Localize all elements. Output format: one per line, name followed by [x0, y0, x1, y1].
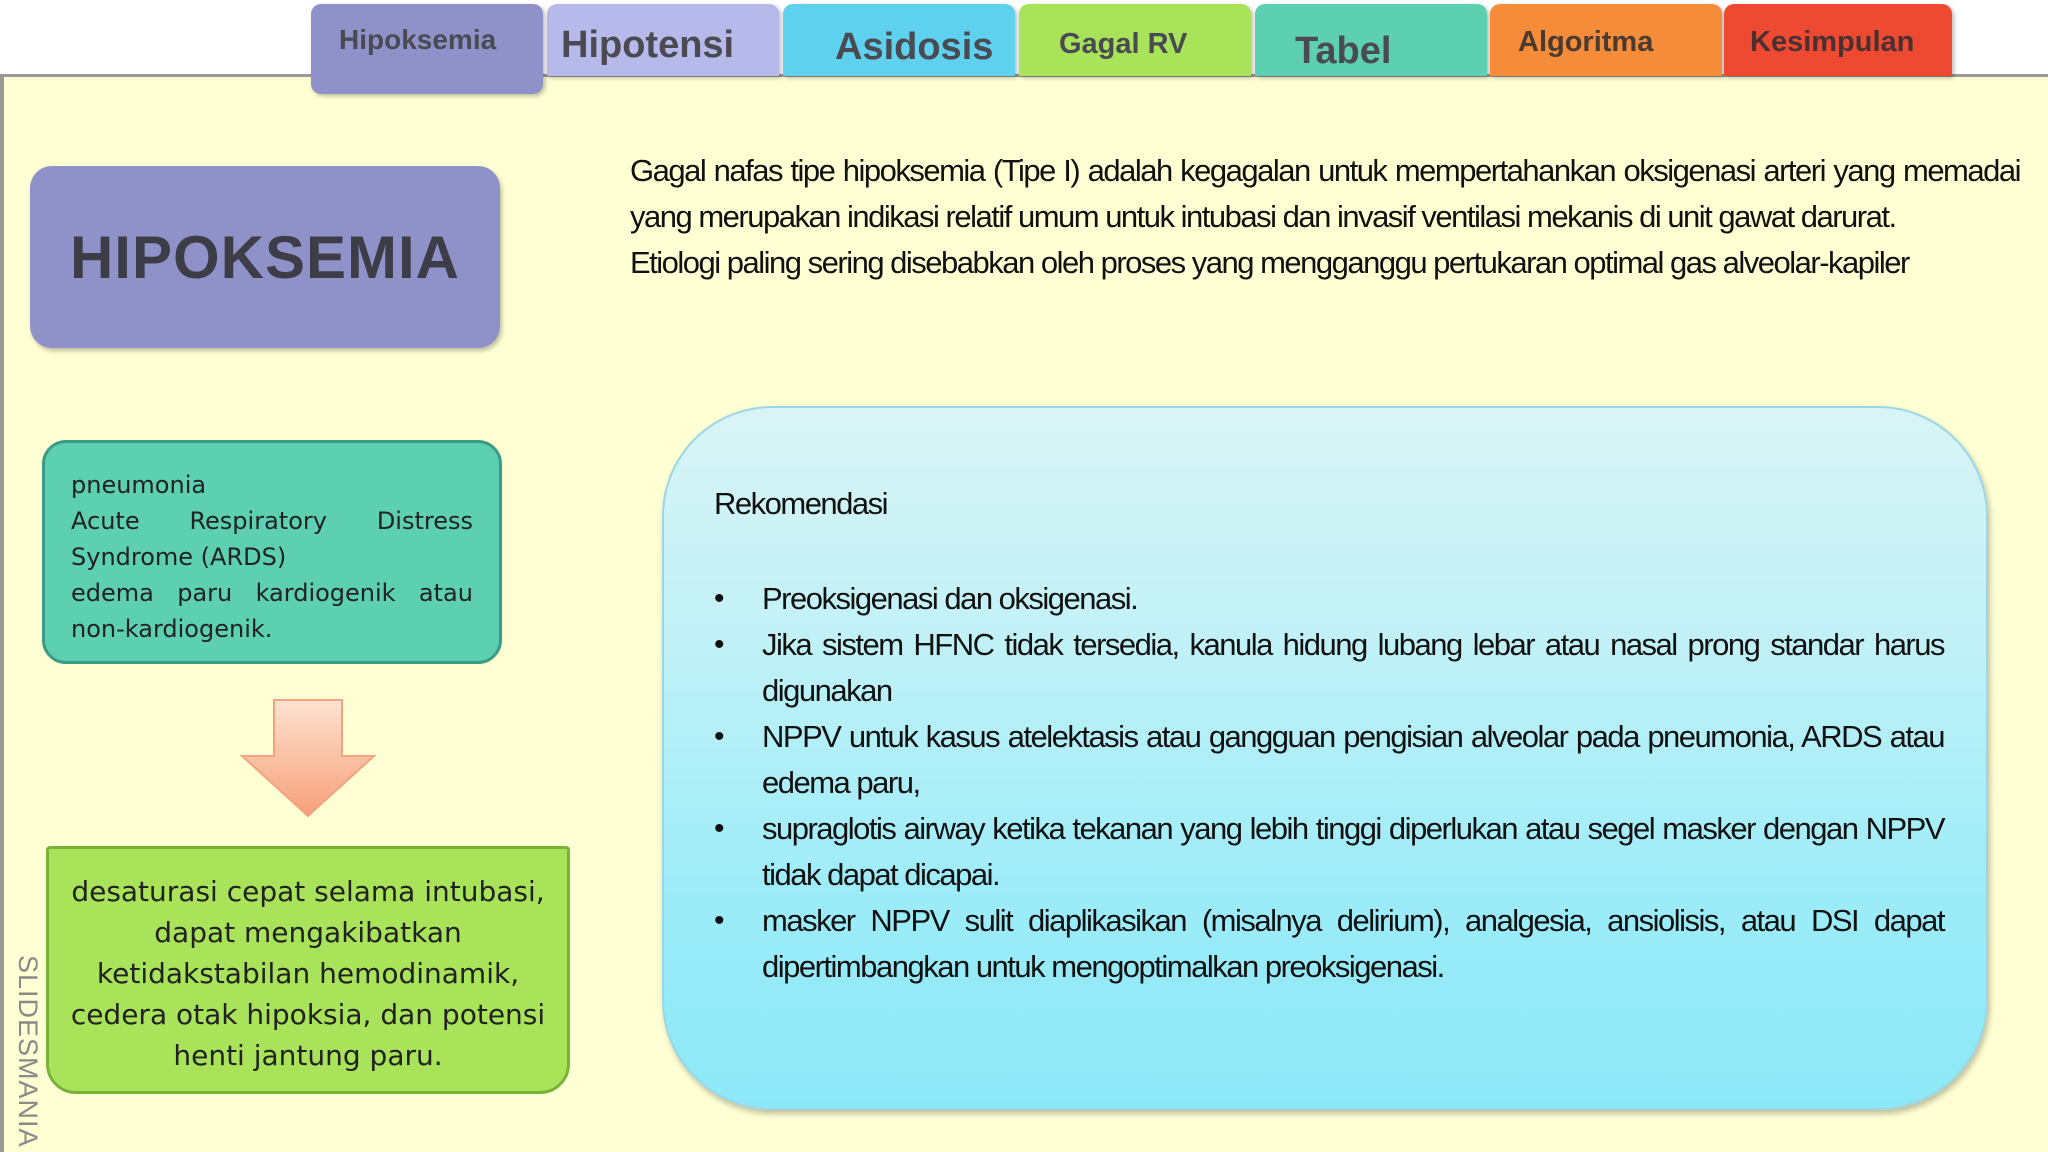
tab-label: Tabel	[1295, 30, 1392, 72]
recommendation-title: Rekomendasi	[714, 486, 888, 521]
intro-paragraph: Gagal nafas tipe hipoksemia (Tipe I) adalah kegagalan untuk mempertahankan oksigenasi arteri yang memadai yang merupakan indikasi relatif umum untuk intubasi dan invasif ventilasi mekanis di unit gawat darurat.	[630, 153, 2020, 234]
tab-kesimpulan[interactable]	[1724, 4, 1952, 76]
causes-box	[42, 440, 502, 664]
cause-line	[71, 503, 473, 539]
list-item: • Preoksigenasi dan oksigenasi.	[714, 576, 1944, 622]
cause-line: Syndrome (ARDS)	[71, 543, 287, 571]
list-item: • NPPV untuk kasus atelektasis atau gangguan pengisian alveolar pada pneumonia, ARDS atau edema paru,	[714, 714, 1944, 806]
section-title: HIPOKSEMIA	[69, 223, 461, 291]
tab-label: Algoritma	[1518, 26, 1654, 58]
cause-word: Acute	[71, 507, 140, 535]
watermark: SLIDESMANIA	[13, 955, 43, 1148]
effect-text: desaturasi cepat selama intubasi, dapat mengakibatkan ketidakstabilan hemodinamik, cedera otak hipoksia, dan potensi henti jantung paru.	[70, 875, 546, 1072]
list-item: • supraglotis airway ketika tekanan yang lebih tinggi diperlukan atau segel masker dengan NPPV tidak dapat dicapai.	[714, 806, 1944, 898]
tab-label: Gagal RV	[1059, 28, 1188, 60]
intro-paragraph: Etiologi paling sering disebabkan oleh proses yang mengganggu pertukaran optimal gas alveolar-kapiler	[630, 245, 1909, 280]
tab-gagal-rv[interactable]	[1019, 4, 1251, 76]
tab-algoritma[interactable]	[1490, 4, 1722, 76]
cause-word: atau	[418, 579, 473, 607]
section-title-box	[30, 166, 500, 348]
cause-line: pneumonia	[71, 471, 207, 499]
cause-word: paru	[177, 579, 233, 607]
list-item: • Jika sistem HFNC tidak tersedia, kanula hidung lubang lebar atau nasal prong standar harus digunakan	[714, 622, 1944, 714]
recommendation-panel	[662, 406, 1988, 1110]
cause-word: edema	[71, 579, 154, 607]
tab-label: Hipotensi	[561, 24, 735, 66]
effect-box	[46, 846, 570, 1094]
cause-line: non-kardiogenik.	[71, 615, 273, 643]
down-arrow-icon	[238, 698, 378, 818]
tab-label: Kesimpulan	[1750, 26, 1915, 58]
tab-label: Asidosis	[835, 26, 994, 68]
cause-word: Distress	[376, 507, 473, 535]
cause-line	[71, 575, 473, 611]
tab-asidosis[interactable]	[783, 4, 1015, 76]
cause-word: kardiogenik	[255, 579, 396, 607]
tab-hipoksemia[interactable]	[311, 4, 543, 94]
list-item: • masker NPPV sulit diaplikasikan (misalnya delirium), analgesia, ansiolisis, atau DSI dapat dipertimbangkan untuk mengoptimalkan preoksigenasi.	[714, 898, 1944, 990]
recommendation-list	[714, 576, 1944, 990]
tab-tabel[interactable]	[1255, 4, 1487, 76]
tab-label: Hipoksemia	[339, 24, 497, 55]
intro-text	[630, 148, 2020, 286]
tab-hipotensi[interactable]	[547, 4, 779, 76]
cause-word: Respiratory	[189, 507, 327, 535]
